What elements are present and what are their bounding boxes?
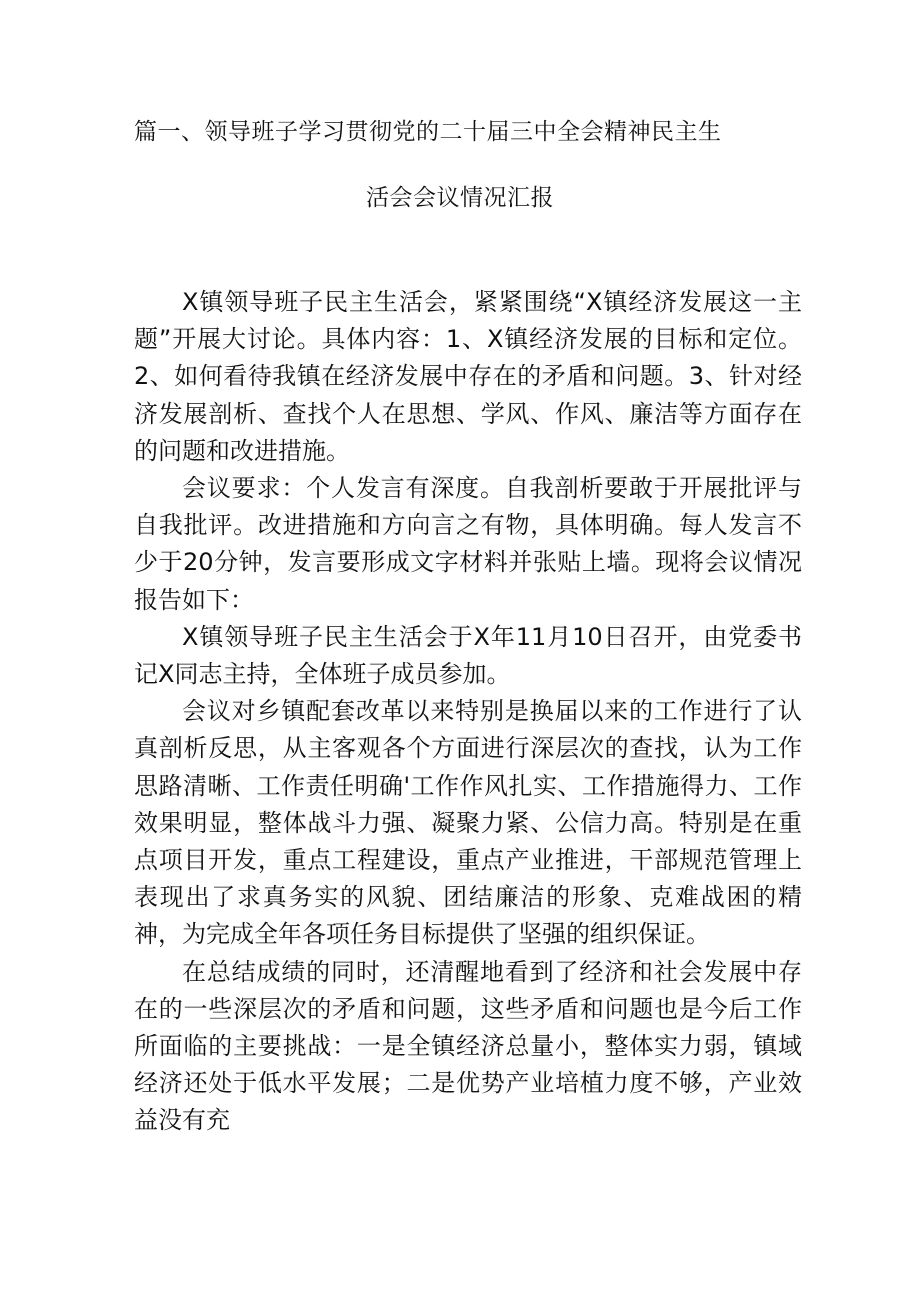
document-body	[134, 284, 802, 1140]
document-title-line-2: 活会会议情况汇报	[366, 185, 554, 211]
paragraph-meeting-requirements: 会议要求：个人发言有深度。自我剖析要敢于开展批评与自我批评。改进措施和方向言之有物，具体明确。每人发言不少于20分钟，发言要形成文字材料并张贴上墙。现将会议情况报告如下：	[134, 474, 802, 614]
paragraph-meeting-time: X镇领导班子民主生活会于X年11月10日召开，由党委书记X同志主持，全体班子成员参加。	[134, 622, 802, 689]
paragraph-work-review: 会议对乡镇配套改革以来特别是换届以来的工作进行了认真剖析反思，从主客观各个方面进行深层次的查找，认为工作思路清晰、工作责任明确'工作作风扎实、工作措施得力、工作效果明显，整体战斗力强、凝聚力紧、公信力高。特别是在重点项目开发，重点工程建设，重点产业推进，干部规范管理上表现出了求真务实的风貌、团结廉洁的形象、克难战困的精神，为完成全年各项任务目标提供了坚强的组织保证。	[134, 697, 802, 949]
document-title-line-1: 篇一、领导班子学习贯彻党的二十届三中全会精神民主生	[134, 119, 722, 145]
paragraph-problems: 在总结成绩的同时，还清醒地看到了经济和社会发展中存在的一些深层次的矛盾和问题，这些矛盾和问题也是今后工作所面临的主要挑战：一是全镇经济总量小，整体实力弱，镇域经济还处于低水平发展；二是优势产业培植力度不够，产业效益没有充	[134, 957, 802, 1135]
paragraph-meeting-topic: X镇领导班子民主生活会，紧紧围绕“X镇经济发展这一主题”开展大讨论。具体内容：1、X镇经济发展的目标和定位。2、如何看待我镇在经济发展中存在的矛盾和问题。3、针对经济发展剖析、查找个人在思想、学风、作风、廉洁等方面存在的问题和改进措施。	[134, 288, 802, 465]
